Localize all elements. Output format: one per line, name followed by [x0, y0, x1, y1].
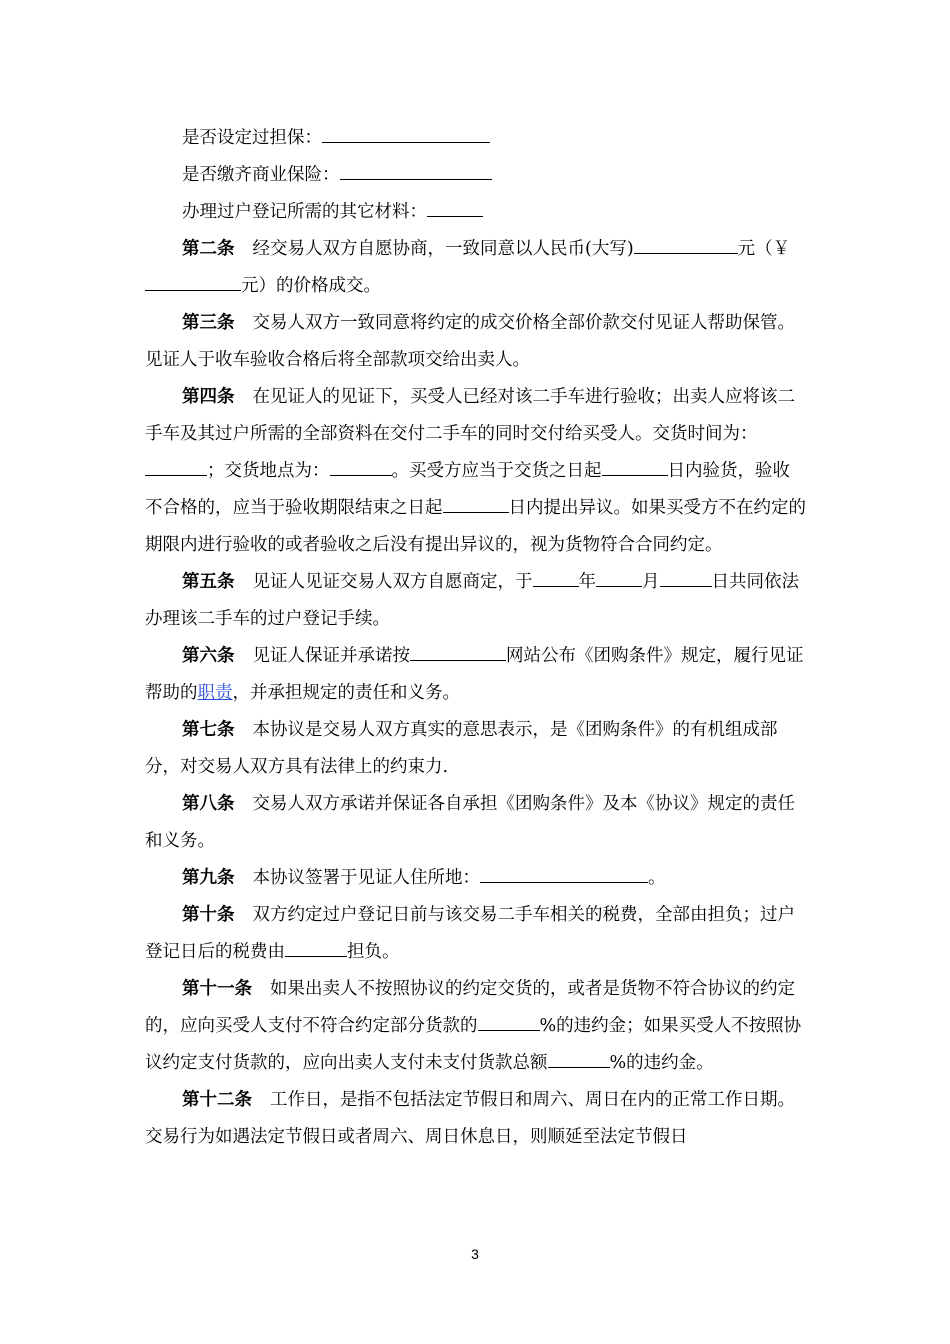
document-body — [145, 120, 807, 1156]
article-2: 第二条 经交易人双方自愿协商，一致同意以人民币(大写) 元（￥元）的价格成交。 — [145, 231, 807, 305]
blank-field[interactable] — [443, 494, 509, 513]
article-heading: 第十条 — [182, 905, 235, 925]
blank-field[interactable] — [145, 457, 207, 476]
blank-field[interactable] — [330, 457, 392, 476]
article-heading: 第六条 — [182, 646, 235, 666]
article-heading: 第三条 — [182, 313, 235, 333]
blank-field[interactable] — [285, 938, 347, 957]
blank-field[interactable] — [602, 457, 668, 476]
blank-field[interactable] — [548, 1049, 610, 1068]
article-3: 第三条 交易人双方一致同意将约定的成交价格全部价款交付见证人帮助保管。见证人于收车验收合格后将全部款项交给出卖人。 — [145, 313, 795, 370]
blank-field[interactable] — [660, 568, 712, 587]
article-heading: 第四条 — [182, 387, 235, 407]
insurance-line: 是否缴齐商业保险： — [145, 157, 807, 194]
blank-field[interactable] — [410, 642, 506, 661]
article-6: 第六条 见证人保证并承诺按 网站公布《团购条件》规定，履行见证帮助的职责，并承担规定的责任和义务。 — [145, 638, 807, 712]
article-heading: 第八条 — [182, 794, 235, 814]
article-8: 第八条 交易人双方承诺并保证各自承担《团购条件》及本《协议》规定的责任和义务。 — [145, 794, 795, 851]
article-heading: 第十二条 — [182, 1090, 252, 1110]
article-heading: 第七条 — [182, 720, 235, 740]
blank-field[interactable] — [478, 1012, 540, 1031]
article-5: 第五条 见证人见证交易人双方自愿商定，于 年 月 日共同依法办理该二手车的过户登记手续。 — [145, 564, 807, 638]
blank-field[interactable] — [533, 568, 579, 587]
article-10: 第十条 双方约定过户登记日前与该交易二手车相关的税费，全部由担负；过户登记日后的税费由 担负。 — [145, 905, 795, 962]
guarantee-line: 是否设定过担保： — [145, 120, 807, 157]
materials-line: 办理过户登记所需的其它材料： — [145, 194, 807, 231]
article-12: 第十二条 工作日，是指不包括法定节假日和周六、周日在内的正常工作日期。交易行为如遇法定节假日或者周六、周日休息日，则顺延至法定节假日 — [145, 1090, 795, 1147]
duty-link[interactable]: 职责 — [197, 683, 233, 703]
article-4: 第四条 在见证人的见证下，买受人已经对该二手车进行验收；出卖人应将该二手车及其过户所需的全部资料在交付二手车的同时交付给买受人。交货时间为：；交货地点为： 。买受方应当于交货之日起 日内验货，验收不合格的，应当于验收期限结束之日起 日内提出异议。如果买受方不在约定的期限内进行验收的或者验收之后没有提出异议的，视为货物符合合同约定。 — [145, 387, 806, 555]
article-heading: 第五条 — [182, 572, 235, 592]
blank-field[interactable] — [427, 198, 483, 217]
page-number: 3 — [471, 1246, 479, 1262]
blank-field[interactable] — [596, 568, 642, 587]
blank-field[interactable] — [145, 272, 241, 291]
article-7: 第七条 本协议是交易人双方真实的意思表示，是《团购条件》的有机组成部分，对交易人双方具有法律上的约束力. — [145, 720, 778, 777]
article-9: 第九条 本协议签署于见证人住所地： 。 — [145, 860, 807, 897]
blank-field[interactable] — [340, 161, 492, 180]
blank-field[interactable] — [634, 235, 738, 254]
article-heading: 第二条 — [182, 239, 235, 259]
blank-field[interactable] — [480, 864, 648, 883]
article-heading: 第九条 — [182, 868, 235, 888]
article-11: 第十一条 如果出卖人不按照协议的约定交货的，或者是货物不符合协议的约定的，应向买受人支付不符合约定部分货款的 %的违约金；如果买受人不按照协议约定支付货款的，应向出卖人支付未支付货款总额 %的违约金。 — [145, 979, 802, 1073]
article-heading: 第十一条 — [182, 979, 252, 999]
blank-field[interactable] — [322, 124, 490, 143]
